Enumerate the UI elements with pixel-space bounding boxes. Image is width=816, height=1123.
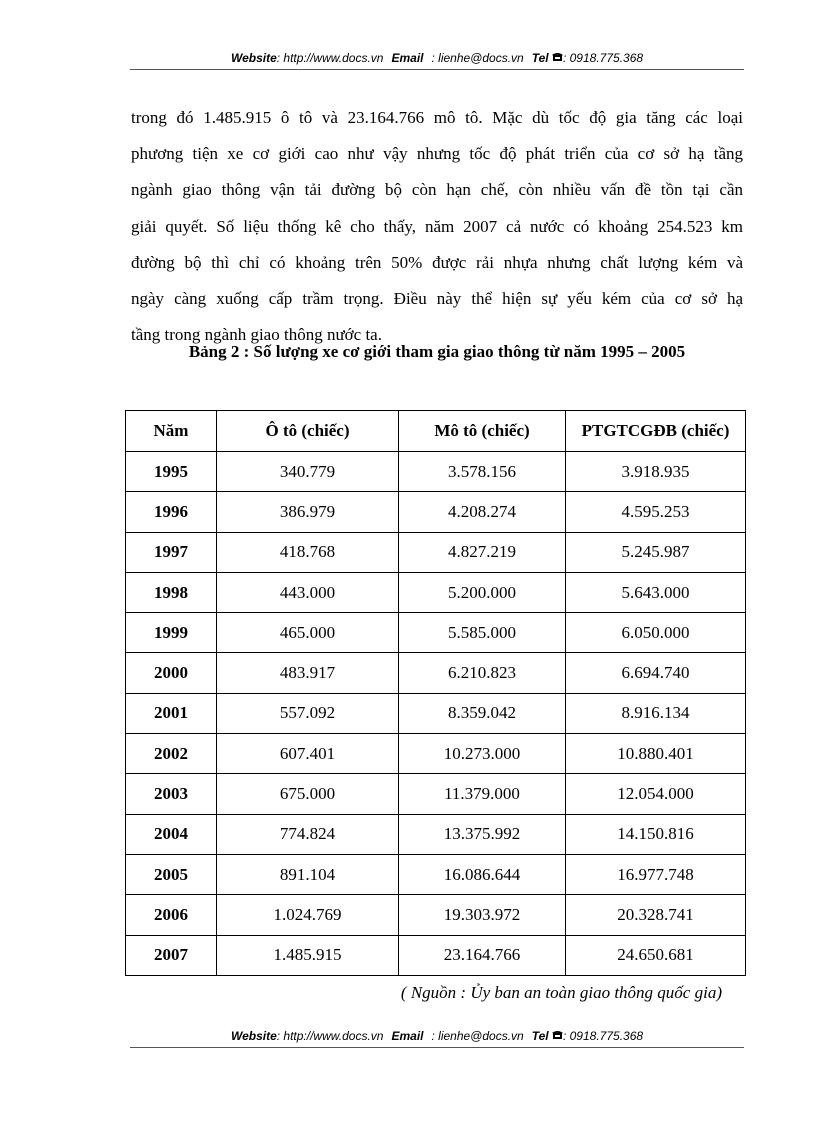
cell-year: 1996 (126, 492, 217, 532)
paragraph-line: ngày càng xuống cấp trầm trọng. Điều này thể hiện sự yếu kém của cơ sở hạ (131, 289, 743, 309)
cell-cars: 483.917 (217, 653, 399, 693)
cell-cars: 1.024.769 (217, 895, 399, 935)
cell-cars: 557.092 (217, 693, 399, 733)
tel-label: Tel (531, 1029, 549, 1043)
cell-total: 5.643.000 (566, 572, 746, 612)
email-address: : lienhe@docs.vn (431, 51, 524, 65)
table-row (126, 452, 746, 492)
paragraph-line: ngành giao thông vận tải đường bộ còn hạn chế, còn nhiều vấn đề tồn tại cần (131, 180, 743, 200)
cell-total: 5.245.987 (566, 532, 746, 572)
cell-year: 2006 (126, 895, 217, 935)
email-address: : lienhe@docs.vn (431, 1029, 524, 1043)
cell-motorbikes: 3.578.156 (399, 452, 566, 492)
cell-year: 2001 (126, 693, 217, 733)
cell-motorbikes: 13.375.992 (399, 814, 566, 854)
website-label: Website (230, 1029, 277, 1043)
cell-total: 24.650.681 (566, 935, 746, 975)
cell-motorbikes: 5.200.000 (399, 572, 566, 612)
cell-total: 6.050.000 (566, 613, 746, 653)
cell-motorbikes: 4.827.219 (399, 532, 566, 572)
table-body (126, 452, 746, 976)
col-header-cars: Ô tô (chiếc) (217, 411, 399, 452)
vehicle-table (125, 410, 746, 976)
table-row (126, 935, 746, 975)
cell-cars: 774.824 (217, 814, 399, 854)
table-row (126, 532, 746, 572)
table-row (126, 572, 746, 612)
table-header-row (126, 411, 746, 452)
cell-cars: 607.401 (217, 734, 399, 774)
table-row (126, 693, 746, 733)
cell-cars: 891.104 (217, 854, 399, 894)
cell-motorbikes: 11.379.000 (399, 774, 566, 814)
table-source: ( Nguồn : Ủy ban an toàn giao thông quốc gia) (400, 983, 722, 1002)
paragraph-line: đường bộ thì chỉ có khoảng trên 50% được rải nhựa nhưng chất lượng kém và (131, 252, 743, 272)
table-row (126, 653, 746, 693)
tel-label: Tel (531, 51, 549, 65)
cell-year: 2002 (126, 734, 217, 774)
cell-cars: 340.779 (217, 452, 399, 492)
tel-number: : 0918.775.368 (562, 51, 644, 65)
phone-icon (552, 1029, 563, 1043)
cell-year: 2000 (126, 653, 217, 693)
cell-cars: 1.485.915 (217, 935, 399, 975)
cell-year: 1997 (126, 532, 217, 572)
paragraph-line: trong đó 1.485.915 ô tô và 23.164.766 mô tô. Mặc dù tốc độ gia tăng các loại (131, 108, 743, 127)
cell-motorbikes: 23.164.766 (399, 935, 566, 975)
cell-year: 2007 (126, 935, 217, 975)
cell-total: 6.694.740 (566, 653, 746, 693)
page-header (130, 51, 744, 70)
cell-motorbikes: 6.210.823 (399, 653, 566, 693)
cell-total: 4.595.253 (566, 492, 746, 532)
website-url: : http://www.docs.vn (276, 1029, 384, 1043)
body-paragraph (131, 100, 743, 353)
cell-total: 12.054.000 (566, 774, 746, 814)
email-label: Email (391, 1029, 424, 1043)
paragraph-line: giải quyết. Số liệu thống kê cho thấy, năm 2007 cả nước có khoảng 254.523 km (131, 216, 743, 236)
page-footer (130, 1029, 744, 1048)
cell-motorbikes: 5.585.000 (399, 613, 566, 653)
table-row (126, 492, 746, 532)
cell-motorbikes: 16.086.644 (399, 854, 566, 894)
cell-cars: 443.000 (217, 572, 399, 612)
cell-motorbikes: 10.273.000 (399, 734, 566, 774)
cell-year: 2005 (126, 854, 217, 894)
cell-cars: 386.979 (217, 492, 399, 532)
cell-total: 10.880.401 (566, 734, 746, 774)
cell-total: 8.916.134 (566, 693, 746, 733)
cell-total: 14.150.816 (566, 814, 746, 854)
cell-motorbikes: 19.303.972 (399, 895, 566, 935)
paragraph-line: tầng trong ngành giao thông nước ta. (131, 325, 382, 345)
cell-year: 1998 (126, 572, 217, 612)
cell-motorbikes: 8.359.042 (399, 693, 566, 733)
website-label: Website (230, 51, 277, 65)
paragraph-line: phương tiện xe cơ giới cao như vậy nhưng tốc độ phát triển của cơ sở hạ tầng (131, 144, 743, 164)
cell-total: 3.918.935 (566, 452, 746, 492)
col-header-motorbikes: Mô tô (chiếc) (399, 411, 566, 452)
col-header-year: Năm (126, 411, 217, 452)
cell-total: 16.977.748 (566, 854, 746, 894)
cell-year: 1995 (126, 452, 217, 492)
cell-year: 2003 (126, 774, 217, 814)
cell-year: 1999 (126, 613, 217, 653)
table-row (126, 814, 746, 854)
table-caption: Bảng 2 : Số lượng xe cơ giới tham gia giao thông từ năm 1995 – 2005 (188, 342, 686, 361)
tel-number: : 0918.775.368 (562, 1029, 644, 1043)
cell-cars: 418.768 (217, 532, 399, 572)
table-row (126, 774, 746, 814)
cell-year: 2004 (126, 814, 217, 854)
cell-cars: 465.000 (217, 613, 399, 653)
phone-icon (552, 51, 563, 65)
cell-motorbikes: 4.208.274 (399, 492, 566, 532)
cell-cars: 675.000 (217, 774, 399, 814)
table-row (126, 613, 746, 653)
website-url: : http://www.docs.vn (276, 51, 384, 65)
table-row (126, 734, 746, 774)
table-row (126, 895, 746, 935)
col-header-total: PTGTCGĐB (chiếc) (566, 411, 746, 452)
cell-total: 20.328.741 (566, 895, 746, 935)
table-row (126, 854, 746, 894)
email-label: Email (391, 51, 424, 65)
